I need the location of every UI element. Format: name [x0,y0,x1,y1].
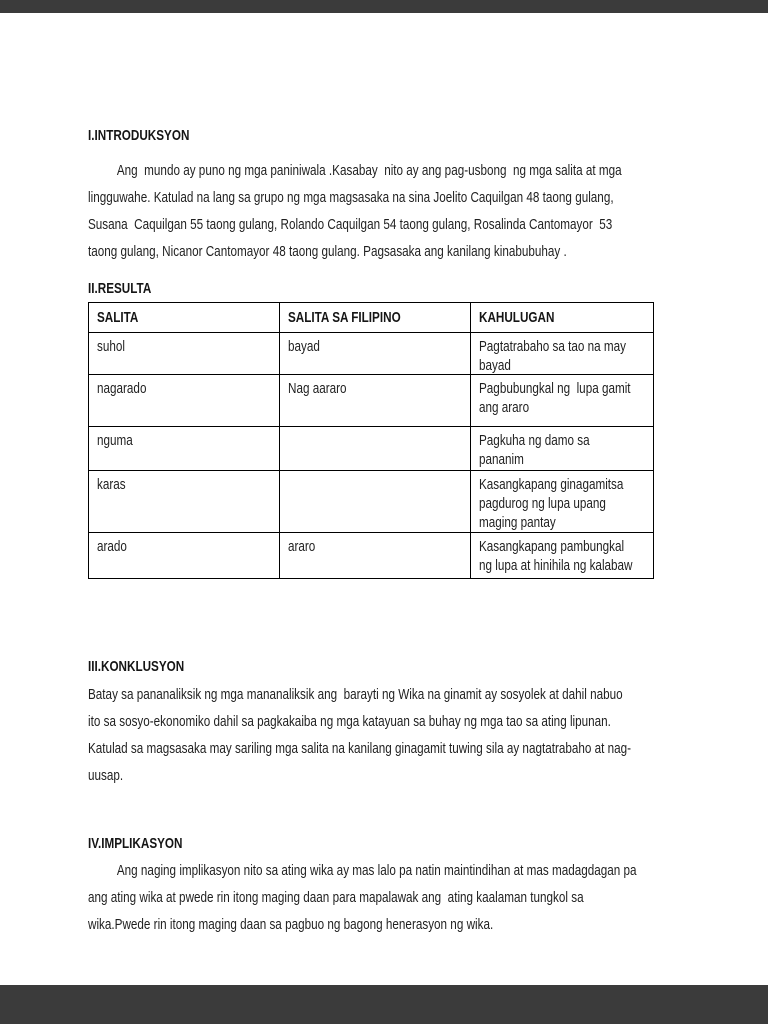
table-cell [279,533,470,578]
table-header-cell [470,303,653,332]
table-cell [89,375,279,426]
cell-text-line: Pagbubungkal ng lupa gamit [479,380,631,397]
text-line: taong gulang, Nicanor Cantomayor 48 taong gulang. Pagsasaka ang kanilang kinabubuhay . [88,243,567,260]
table-cell [470,375,653,426]
cell-text-line: maging pantay [479,514,556,531]
table-cell [279,333,470,375]
text-line: Katulad sa magsasaka may sariling mga salita na kanilang ginagamit tuwing sila ay nagtatrabaho at nag- [88,740,632,757]
introduksyon-paragraph [88,157,688,265]
result-table [88,302,654,579]
cell-text-line: araro [288,538,316,555]
cell-text-line: Pagtatrabaho sa tao na may [479,338,627,355]
table-cell [279,427,470,470]
text-line: Ang mundo ay puno ng mga paniniwala .Kasabay nito ay ang pag-usbong ng mga salita at mga [116,162,622,179]
cell-text-line: Kasangkapang ginagamitsa [479,476,624,493]
text-line: Susana Caquilgan 55 taong gulang, Rolando Caquilgan 54 taong gulang, Rosalinda Cantomayor 53 [88,216,613,233]
text-line: ang ating wika at pwede rin itong maging daan para mapalawak ang ating kaalaman tungkol sa [88,889,584,906]
implikasyon-paragraph [88,857,698,938]
table-cell [89,533,279,578]
cell-text-line: ang araro [479,399,530,416]
text-line: wika.Pwede rin itong maging daan sa pagbuo ng bagong henerasyon ng wika. [88,916,494,933]
konklusyon-heading: III.KONKLUSYON [88,658,185,675]
cell-text-line: pagdurog ng lupa upang [479,495,606,512]
table-cell [470,533,653,578]
cell-text-line: bayad [479,357,511,374]
table-header-cell [279,303,470,332]
text-line: ito sa sosyo-ekonomiko dahil sa pagkakaiba ng mga katayuan sa buhay ng mga tao sa ating lipunan. [88,713,611,730]
top-letterbox-bar [0,0,768,13]
cell-text-line: KAHULUGAN [479,309,555,326]
cell-text-line: SALITA SA FILIPINO [288,309,401,326]
cell-text-line: Kasangkapang pambungkal [479,538,625,555]
table-row [89,426,653,470]
table-cell [279,375,470,426]
table-row [89,470,653,532]
implikasyon-heading: IV.IMPLIKASYON [88,835,183,852]
resulta-heading: II.RESULTA [88,280,152,297]
table-cell [89,471,279,532]
cell-text-line: ng lupa at hinihila ng kalabaw [479,557,633,574]
cell-text-line: nagarado [97,380,147,397]
cell-text-line: nguma [97,432,133,449]
table-header-row [89,303,653,332]
konklusyon-paragraph [88,681,698,789]
introduksyon-heading: I.INTRODUKSYON [88,127,190,144]
text-line: lingguwahe. Katulad na lang sa grupo ng mga magsasaka na sina Joelito Caquilgan 48 taong gulang, [88,189,614,206]
table-cell [89,427,279,470]
table-cell [470,333,653,375]
cell-text-line: pananim [479,451,524,468]
cell-text-line: arado [97,538,127,555]
table-header-cell [89,303,279,332]
cell-text-line: Nag aararo [288,380,347,397]
text-line: Batay sa pananaliksik ng mga mananaliksik ang barayti ng Wika na ginamit ay sosyolek at dahil nabuo [88,686,623,703]
text-line: uusap. [88,767,124,784]
table-cell [89,333,279,375]
cell-text-line: karas [97,476,126,493]
cell-text-line: Pagkuha ng damo sa [479,432,590,449]
table-cell [279,471,470,532]
table-row [89,532,653,578]
text-line: Ang naging implikasyon nito sa ating wika ay mas lalo pa natin maintindihan at mas madagdagan pa [116,862,637,879]
bottom-letterbox-bar [0,985,768,1024]
table-row [89,374,653,426]
cell-text-line: suhol [97,338,125,355]
cell-text-line: SALITA [97,309,139,326]
table-cell [470,471,653,532]
cell-text-line: bayad [288,338,320,355]
table-cell [470,427,653,470]
table-row [89,332,653,374]
